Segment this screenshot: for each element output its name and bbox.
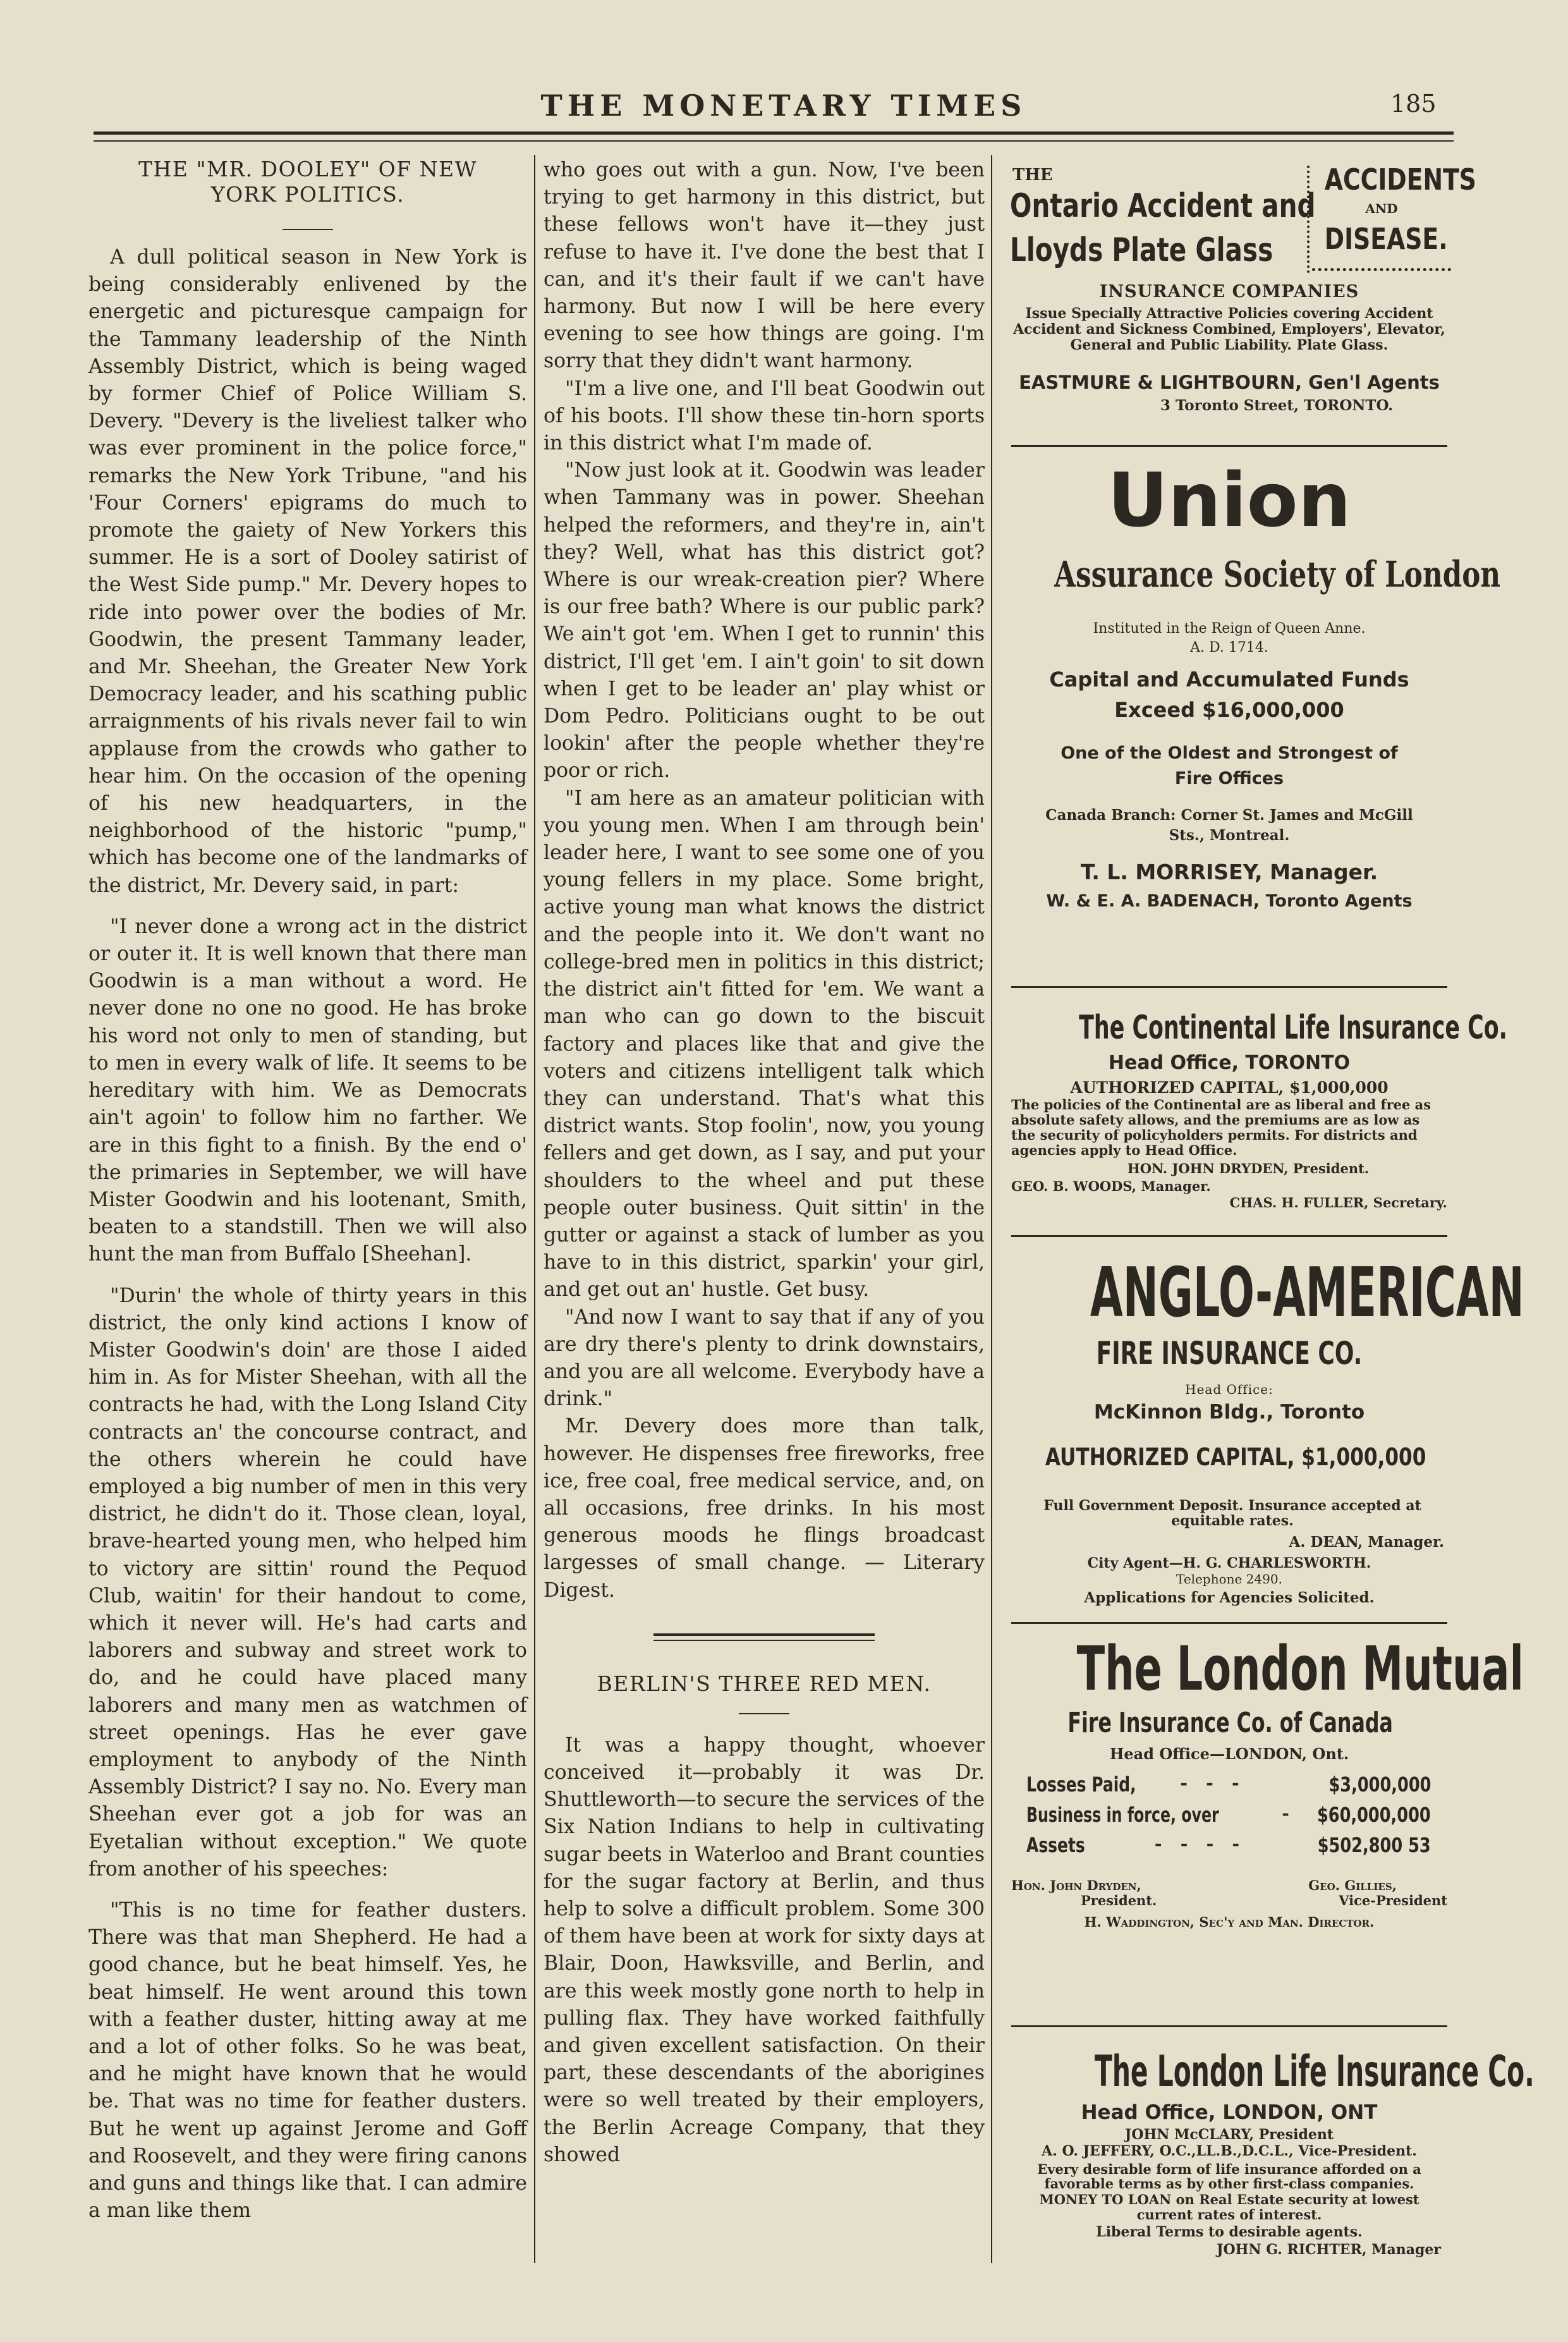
ad-union-capital-1: Capital and Accumulated Funds (1049, 668, 1409, 692)
figure-label: Assets (1026, 1833, 1085, 1857)
ad-london-mutual-president-title: President. (1081, 1893, 1157, 1908)
ad-continental-life (1005, 1009, 1507, 1211)
figure-row (1026, 1833, 1431, 1860)
ad-union-instituted: Instituted in the Reign of Queen Anne. (1093, 621, 1366, 637)
figure-value: $3,000,000 (1328, 1772, 1431, 1796)
ad-london-mutual-head-office: Head Office—LONDON, Ont. (1109, 1745, 1349, 1763)
ad-london-mutual-vp-name: Geo. Gillies, (1308, 1877, 1397, 1893)
ad-anglo-city-agent: City Agent—H. G. CHARLESWORTH. (1087, 1555, 1371, 1571)
column-divider-2 (991, 155, 992, 2263)
paragraph: "And now I want to say that if any of you are dry there's plenty to drink downstairs, and you are all welcome. Everybody have a drink." (544, 1305, 985, 1411)
title-short-rule (739, 1713, 789, 1714)
ad-london-mutual-secretary: H. Waddington, Sec'y and Man. Director. (1084, 1914, 1375, 1930)
page-number: 185 (1390, 90, 1437, 118)
paragraph: who goes out with a gun. Now, I've been trying to get harmony in this district, but these fellows won't have it—they just refuse to have it. I've done the best that I can, and it's their fault if we can't have harmony. But now I will be here every evening to see how things are going. I'm sorry that they didn't want harmony. (544, 159, 985, 373)
ad-continental-office: Head Office, TORONTO (1108, 1052, 1351, 1074)
paragraph: It was a happy thought, whoever conceived it—probably it was Dr. Shuttleworth—to secure the services of the Six Nation Indians to help in cultivating sugar beets in Waterloo and Brant counties for the sugar factory at Berlin, and thus help to solve a difficult problem. Some 300 of them have been at work for sixty days at Blair, Doon, Hawksville, and Berlin, and are this week mostly gone north to help in pulling flax. They have worked faithfully and given excellent satisfaction. On their part, these descendants of the aborigines were so well treated by their employers, the Berlin Acreage Company, that they showed (544, 1733, 985, 2166)
ad-separator (1011, 986, 1447, 988)
ad-continental-description: The policies of the Continental are as liberal and free as absolute safety allows, and the premiums are as low as the security of policyholders permits. For districts and agencies apply to Head Office. (1011, 1097, 1431, 1158)
running-title: THE MONETARY TIMES (540, 88, 1027, 123)
ad-ontario-description: Issue Specially Attractive Policies covering Accident Accident and Sickness Combined, Employers', Elevator, General and Public Liability. Plate Glass. (1013, 305, 1445, 353)
ad-london-life-name: The London Life Insurance Co. (1095, 2047, 1535, 2097)
ad-anglo-telephone: Telephone 2490. (1176, 1571, 1282, 1587)
ad-continental-secretary: CHAS. H. FULLER, Secretary. (1229, 1195, 1447, 1211)
ad-separator (1011, 2025, 1447, 2027)
ad-london-mutual-subtitle: Fire Insurance Co. of Canada (1067, 1707, 1393, 1739)
ad-union-oldest-2: Fire Offices (1174, 769, 1284, 788)
ad-union-branch: Canada Branch: Corner St. James and McGill Sts., Montreal. (1045, 807, 1413, 844)
ad-london-life (1005, 2047, 1535, 2276)
ad-london-life-money-bold: MONEY TO LOAN (1039, 2192, 1172, 2207)
article-column-2 (544, 157, 985, 2169)
ad-london-life-money-rest: on Real Estate security at lowest current rates of interest. (1136, 2192, 1419, 2223)
figure-value: $60,000,000 (1317, 1803, 1431, 1827)
ad-separator (1011, 445, 1447, 447)
figure-value: $502,800 53 (1318, 1833, 1431, 1857)
ad-london-life-manager: JOHN G. RICHTER, Manager (1217, 2241, 1441, 2258)
ad-london-life-president: JOHN McCLARY, President (1124, 2126, 1334, 2143)
section-rule-thick (653, 1633, 875, 1636)
paragraph: "Now just look at it. Goodwin was leader when Tammany was in power. Sheehan helped the reformers, and they're in, ain't they? Well, what has this district got? Where is our wreak-creation pier? Where is our free bath? Where is our public park? We ain't got 'em. When I get to runnin' this district, I'll get 'em. I ain't goin' to sit down when I get to be leader an' play whist or Dom Pedro. Politicians ought to be out lookin' after the people whether they're poor or rich. (544, 459, 985, 783)
figure-label: Business in force, over (1026, 1803, 1219, 1827)
ad-london-mutual-name: The London Mutual (1076, 1633, 1524, 1704)
ad-london-life-money (1030, 2192, 1428, 2223)
ad-the: THE (1012, 166, 1053, 185)
ad-anglo-subtitle: FIRE INSURANCE CO. (1096, 1335, 1363, 1372)
figure-label: Losses Paid, (1026, 1772, 1136, 1796)
paragraph: "This is no time for feather dusters. There was that man Shepherd. He had a good chance, but he beat himself. Yes, he beat himself. He went around this town with a feather duster, hitting away at me and a lot of other folks. So he was beat, and he might have known that he would be. That was no time for feather dusters. But he went up against Jerome and Goff and Roosevelt, and they were firing canons and guns and things like that. I can admire a man like them (88, 1898, 527, 2223)
ad-ontario-accident (1005, 162, 1476, 427)
ad-union-capital-2: Exceed $16,000,000 (1114, 698, 1344, 722)
ad-union-assurance (1005, 456, 1501, 911)
ad-separator (1011, 1235, 1447, 1237)
ad-bracket-bottom (1312, 268, 1451, 271)
ad-continental-president: HON. JOHN DRYDEN, President. (1127, 1161, 1370, 1176)
ad-anglo-capital: AUTHORIZED CAPITAL, $1,000,000 (1045, 1443, 1426, 1471)
ad-london-life-office: Head Office, LONDON, ONT (1081, 2101, 1378, 2124)
ad-accidents: ACCIDENTS (1324, 162, 1476, 197)
ad-continental-manager: GEO. B. WOODS, Manager. (1011, 1178, 1211, 1194)
paragraph: "I'm a live one, and I'll beat Goodwin out of his boots. I'll show these tin-horn sports in this district what I'm made of. (544, 377, 985, 455)
paragraph: "I am here as an amateur politician with you young men. When I am through bein' leader here, I want to see some one of you young fellers in my place. Some bright, active young man what knows the district and the people into it. We don't want no college-bred men in politics in this district; the district ain't fitted for 'em. We want a man who can go down to the biscuit factory and places like that and give the voters and citizens intelligent talk which they can understand. That's what this district wants. Stop foolin', now, you young fellers and get down, as I say, and put your shoulders to the wheel and put these people outer business. Quit sittin' in the gutter or against a stack of lumber as you have to in this district, sparkin' your girl, and get out an' hustle. Get busy. (544, 786, 985, 1302)
ad-union-name: Union (1107, 456, 1351, 544)
ad-bracket-left (1307, 166, 1311, 273)
article-title-berlin: BERLIN'S THREE RED MEN. (597, 1671, 932, 1696)
article-column-1 (88, 157, 527, 2224)
ad-london-mutual (1005, 1633, 1524, 1951)
ad-continental-name: The Continental Life Insurance Co. (1079, 1009, 1507, 1047)
paragraph: Mr. Devery does more than talk, however. He dispenses free fireworks, free ice, free coal, free medical service, and, on all occasions, free drinks. In his most generous moods he flings broadcast largesses of small change. — Literary Digest. (544, 1415, 985, 1602)
section-rule-thin (653, 1640, 875, 1641)
ad-disease: DISEASE. (1324, 222, 1448, 256)
ad-union-subtitle: Assurance Society of London (1054, 554, 1501, 595)
ad-london-mutual-president-name: Hon. John Dryden, (1011, 1877, 1141, 1893)
ad-union-agents: W. & E. A. BADENACH, Toronto Agents (1046, 891, 1413, 911)
header-rule-thick (94, 131, 1454, 135)
ad-anglo-deposit: Full Government Deposit. Insurance accepted at equitable rates. (1043, 1497, 1421, 1529)
figure-row (1026, 1803, 1431, 1829)
ad-ontario-address: 3 Toronto Street, TORONTO. (1160, 397, 1394, 414)
title-short-rule (283, 229, 333, 230)
ad-london-life-description: Every desirable form of life insurance afforded on a favorable terms as by other first-class companies. (1037, 2161, 1421, 2192)
ad-anglo-manager: A. DEAN, Manager. (1289, 1534, 1444, 1551)
paragraph: "I never done a wrong act in the district or outer it. It is well known that there man Goodwin is a man without a word. He never done no one no good. He has broke his word not only to men of standing, but to men in every walk of life. It seems to be hereditary with him. We as Democrats ain't agoin' to follow him no farther. We are in this fight to a finish. By the end o' the primaries in September, we will have Mister Goodwin and his lootenant, Smith, beaten to a standstill. Then we will also hunt the man from Buffalo [Sheehan]. (88, 915, 527, 1266)
column-divider-1 (534, 155, 535, 2263)
ad-london-life-terms: Liberal Terms to desirable agents. (1096, 2224, 1363, 2240)
figure-row (1026, 1772, 1431, 1799)
ad-anglo-name: ANGLO-AMERICAN (1090, 1253, 1524, 1333)
figure-dashes: - (1282, 1803, 1289, 1824)
article-title-dooley: THE "MR. DOOLEY" OF NEW YORK POLITICS. (138, 157, 477, 207)
header-rule-thin (94, 140, 1454, 142)
ad-london-life-vice-president: A. O. JEFFERY, O.C.,LL.B.,D.C.L., Vice-President. (1042, 2143, 1417, 2159)
ad-ontario-companies: INSURANCE COMPANIES (1099, 282, 1359, 302)
ad-london-mutual-vp-title: Vice-President (1339, 1893, 1447, 1908)
ad-anglo-applications: Applications for Agencies Solicited. (1084, 1589, 1375, 1606)
figure-dashes: - - - (1180, 1772, 1239, 1793)
ad-union-oldest-1: One of the Oldest and Strongest of (1061, 743, 1398, 763)
ad-separator (1011, 1622, 1447, 1624)
ad-union-manager: T. L. MORRISEY, Manager. (1080, 860, 1378, 884)
paragraph: A dull political season in New York is being considerably enlivened by the energetic and picturesque campaign for the Tammany leadership of the Ninth Assembly District, which is being waged by former Chief of Police William S. Devery. "Devery is the liveliest talker who was ever prominent in the police force," remarks the New York Tribune, "and his 'Four Corners' epigrams do much to promote the gaiety of New Yorkers this summer. He is a sort of Dooley satirist of the West Side pump." Mr. Devery hopes to ride into power over the bodies of Mr. Goodwin, the present Tammany leader, and Mr. Sheehan, the Greater New York Democracy leader, and his scathing public arraignments of his rivals never fail to win applause from the crowds who gather to hear him. On the occasion of the opening of his new headquarters, in the neighborhood of the historic "pump," which has become one of the landmarks of the district, Mr. Devery said, in part: (88, 246, 527, 897)
ad-ontario-name-2: Lloyds Plate Glass (1010, 231, 1273, 269)
ad-ontario-name-1: Ontario Accident and (1010, 187, 1316, 225)
ad-anglo-head-office: Head Office: (1185, 1382, 1273, 1397)
figure-dashes: - - - - (1154, 1833, 1240, 1854)
ad-ontario-agents: EASTMURE & LIGHTBOURN, Gen'l Agents (1019, 372, 1440, 393)
ad-anglo-building: McKinnon Bldg., Toronto (1093, 1401, 1365, 1424)
ad-and: AND (1365, 201, 1398, 216)
ad-union-year: A. D. 1714. (1190, 640, 1268, 656)
paragraph: "Durin' the whole of thirty years in this district, the only kind actions I know of Mister Goodwin's doin' are those I aided him in. As for Mister Sheehan, with all the contracts he had, with the Long Island City contracts an' the concourse contract, and the others wherein he could have employed a big number of men in this very district, he didn't do it. Those clean, loyal, brave-hearted young men, who helped him to victory are sittin' round the Pequod Club, waitin' for their handout to come, which it never will. He's had carts and laborers and subway and street work to do, and he could have placed many laborers and many men as watchmen of street openings. Has he ever gave employment to anybody of the Ninth Assembly District? I say no. No. Every man Sheehan ever got a job for was an Eyetalian without exception." We quote from another of his speeches: (88, 1284, 527, 1881)
ad-continental-capital: AUTHORIZED CAPITAL, $1,000,000 (1070, 1078, 1389, 1097)
